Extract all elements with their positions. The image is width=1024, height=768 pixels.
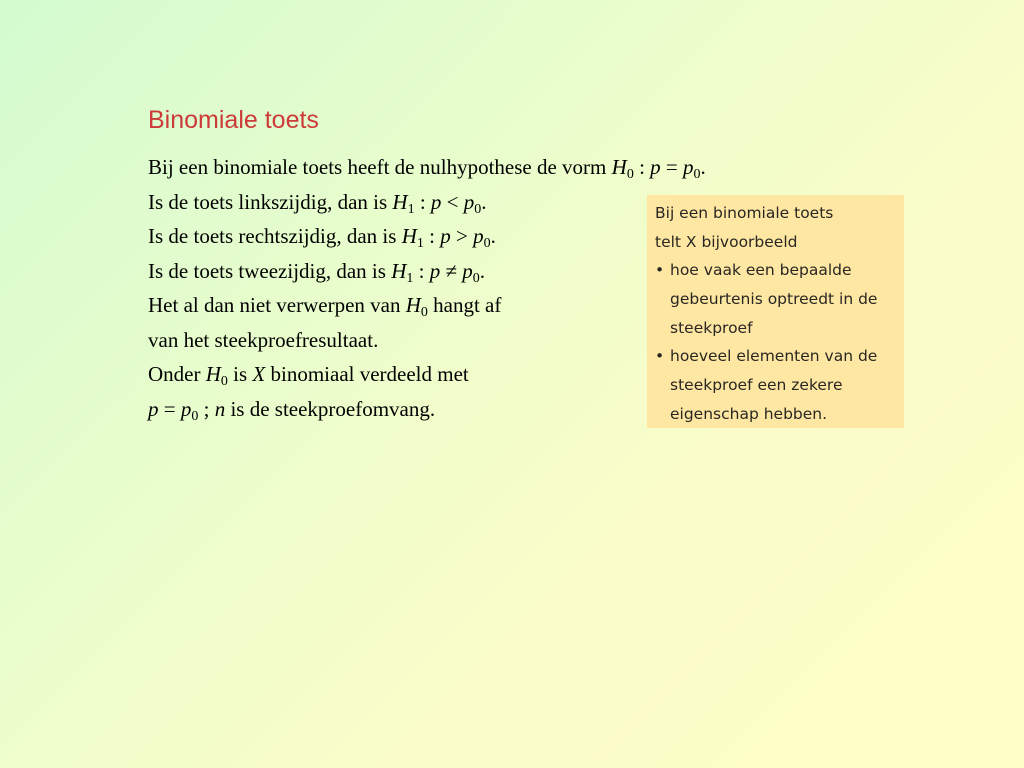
subscript: 1 (407, 201, 415, 217)
symbol-p: p (683, 155, 694, 179)
operator: ≠ (440, 258, 463, 283)
symbol-p: p (180, 396, 192, 421)
text: : (423, 224, 441, 248)
body-line-8 (148, 392, 706, 427)
body-line-7 (148, 357, 706, 392)
note-bullet-item (655, 256, 898, 285)
note-line: steekproef (670, 318, 753, 337)
subscript: 0 (474, 201, 482, 217)
note-line: Bij een binomiale toets (655, 204, 834, 222)
subscript: 0 (191, 408, 199, 424)
note-line: gebeurtenis optreedt in de (670, 290, 878, 309)
text: . (700, 155, 706, 179)
symbol-p: p (440, 224, 451, 248)
subscript: 0 (693, 167, 701, 182)
text: Bij een binomiale toets heeft de nulhypothese de vorm (148, 155, 612, 179)
text: : (414, 189, 431, 214)
symbol-p: p (429, 258, 441, 283)
symbol-p: p (430, 189, 442, 214)
symbol-H: H (401, 224, 417, 248)
operator: < (441, 189, 464, 214)
symbol-p: p (650, 155, 661, 179)
operator: = (660, 155, 683, 179)
slide-title: Binomiale toets (148, 106, 319, 134)
note-line: steekproef een zekere (670, 376, 843, 395)
body-line-4 (148, 254, 706, 289)
note-line: telt X bijvoorbeeld (655, 232, 798, 251)
note-bullet-item (655, 342, 898, 371)
slide-body (148, 150, 706, 426)
subscript: 0 (472, 270, 480, 286)
body-line-1 (148, 150, 706, 185)
text: Is de toets rechtszijdig, dan is (148, 224, 402, 248)
text: Het al dan niet verwerpen van (148, 293, 406, 317)
symbol-p: p (462, 258, 473, 283)
text: . (479, 258, 485, 283)
operator: > (450, 224, 474, 248)
symbol-p: p (463, 189, 475, 214)
text: is (227, 362, 253, 386)
text: binomiaal verdeeld met (265, 362, 469, 386)
operator: = (158, 396, 181, 421)
symbol-p: p (148, 396, 159, 421)
symbol-H: H (405, 293, 421, 317)
text: Is de toets linkszijdig, dan is (148, 189, 393, 214)
symbol-H: H (392, 189, 408, 214)
text: : (633, 155, 651, 179)
symbol-H: H (391, 258, 407, 283)
bullet-icon: • (655, 261, 665, 280)
text: van het steekproefresultaat. (148, 327, 379, 352)
subscript: 0 (626, 167, 634, 182)
subscript: 1 (406, 270, 414, 286)
body-line-5 (148, 288, 706, 323)
subscript: 0 (220, 374, 228, 389)
note-box (647, 195, 904, 428)
text: is de steekproefomvang. (225, 396, 436, 421)
bullet-icon: • (655, 347, 665, 366)
body-line-2 (148, 185, 706, 220)
text: hangt af (427, 293, 502, 317)
subscript: 0 (483, 236, 491, 251)
body-line-3 (148, 219, 706, 254)
text: . (490, 224, 496, 248)
subscript: 0 (420, 305, 428, 320)
note-line: eigenschap hebben. (670, 404, 828, 423)
symbol-H: H (611, 155, 627, 179)
text: Is de toets tweezijdig, dan is (148, 258, 392, 283)
text: ; (198, 396, 215, 421)
symbol-H: H (205, 362, 221, 386)
text: Onder (148, 362, 206, 386)
text: : (413, 258, 430, 283)
text: . (481, 189, 487, 214)
note-line: hoe vaak een bepaalde (670, 261, 852, 280)
body-line-6 (148, 323, 706, 358)
symbol-X: X (252, 362, 266, 386)
note-line: hoeveel elementen van de (670, 347, 878, 366)
symbol-n: n (214, 396, 226, 421)
symbol-p: p (473, 224, 484, 248)
subscript: 1 (416, 236, 424, 251)
